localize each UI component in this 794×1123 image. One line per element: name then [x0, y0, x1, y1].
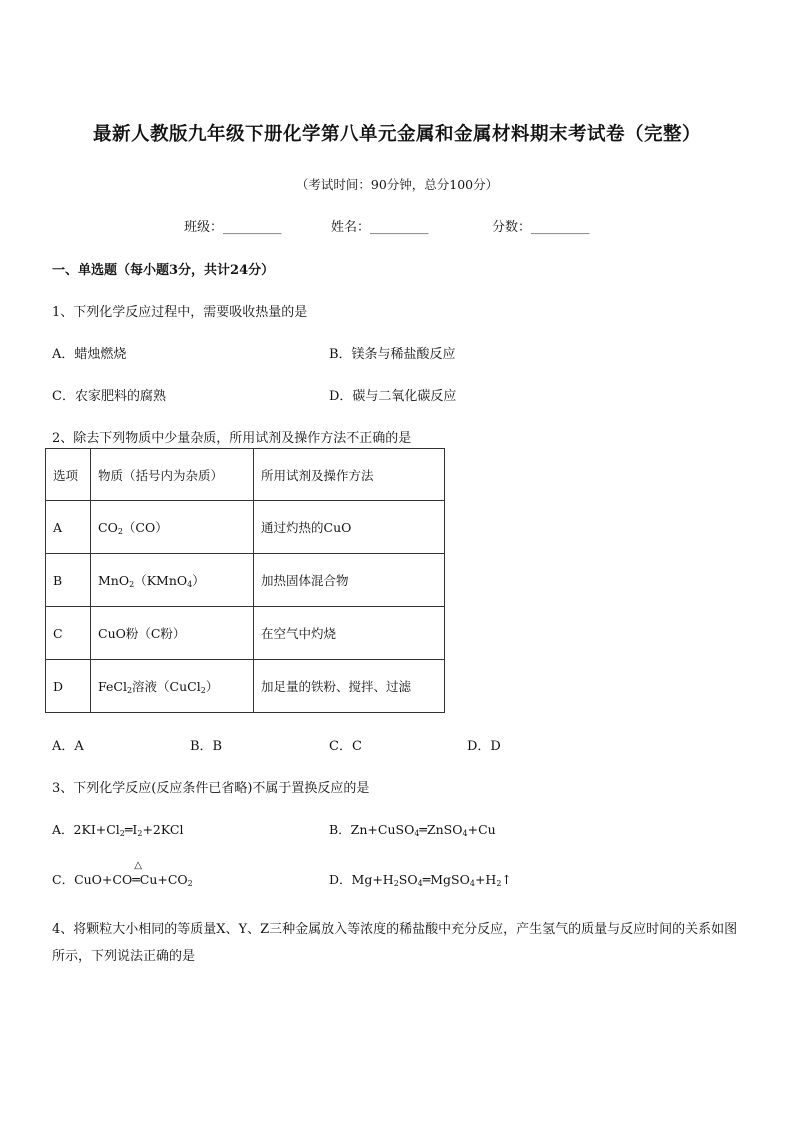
q2-option-a: A．A: [52, 739, 84, 754]
table-cell-substance: CuO粉（C粉）: [91, 607, 254, 660]
q1-option-b: B．镁条与稀盐酸反应: [329, 347, 456, 362]
table-cell-substance: MnO$_2$（KMnO$_4$）: [91, 554, 254, 607]
table-cell-option: B: [46, 554, 91, 607]
name-field: 姓名：_________: [331, 220, 429, 235]
heat-condition: △ ═: [132, 860, 142, 887]
table-row: [46, 501, 445, 554]
exam-info: （考试时间：90分钟，总分100分）: [295, 177, 499, 192]
question-1-stem: 1、下列化学反应过程中，需要吸收热量的是: [52, 305, 308, 320]
q2-option-b: B．B: [190, 739, 223, 754]
q2-table: [45, 448, 445, 713]
table-cell-option: A: [46, 501, 91, 554]
page-title: 最新人教版九年级下册化学第八单元金属和金属材料期末考试卷（完整）: [92, 124, 701, 145]
question-2-stem: 2、除去下列物质中少量杂质，所用试剂及操作方法不正确的是: [52, 431, 412, 446]
table-row: [46, 607, 445, 660]
table-cell-method: 加热固体混合物: [254, 554, 445, 607]
table-header-cell: 物质（括号内为杂质）: [91, 449, 254, 501]
q2-option-d: D．D: [467, 739, 501, 754]
table-header-row: [46, 449, 445, 501]
q3-option-b: B．Zn+CuSO$_4$═ZnSO$_4$+Cu: [329, 822, 496, 838]
table-cell-method: 加足量的铁粉、搅拌、过滤: [254, 660, 445, 713]
question-3-stem: 3、下列化学反应(反应条件已省略)不属于置换反应的是: [52, 781, 370, 796]
table-cell-method: 在空气中灼烧: [254, 607, 445, 660]
gas-arrow-icon: ↑: [501, 872, 512, 887]
q3-option-a: A．$2KI+Cl_2═I_2+2KCl$: [52, 822, 184, 838]
question-4-stem: 4、将颗粒大小相同的等质量X、Y、Z三种金属放入等浓度的稀盐酸中充分反应，产生氢气的质量与反应时间的关系如图所示，下列说法正确的是: [52, 922, 738, 964]
table-row: [46, 554, 445, 607]
table-cell-substance: FeCl$_2$溶液（CuCl$_2$）: [91, 660, 254, 713]
section-heading: 一、单选题（每小题3分，共计24分）: [52, 263, 275, 278]
table-cell-option: D: [46, 660, 91, 713]
table-cell-method: 通过灼热的CuO: [254, 501, 445, 554]
score-field: 分数：_________: [492, 220, 590, 235]
class-field: 班级：_________: [184, 220, 282, 235]
q1-option-a: A．蜡烛燃烧: [52, 347, 127, 362]
q3-option-c: C．CuO+CO △ $═Cu+CO_2$: [52, 860, 193, 888]
table-cell-option: C: [46, 607, 91, 660]
table-header-cell: 所用试剂及操作方法: [254, 449, 445, 501]
table-header-cell: 选项: [46, 449, 91, 501]
table-row: [46, 660, 445, 713]
q3-option-d: D．$Mg+H_2SO_4═MgSO_4+H_2↑$: [329, 872, 512, 888]
table-cell-substance: $CO_2(CO)$: [91, 501, 254, 554]
q1-option-c: C．农家肥料的腐熟: [52, 389, 166, 404]
q1-option-d: D．碳与二氧化碳反应: [329, 389, 457, 404]
q2-option-c: C．C: [329, 739, 362, 754]
